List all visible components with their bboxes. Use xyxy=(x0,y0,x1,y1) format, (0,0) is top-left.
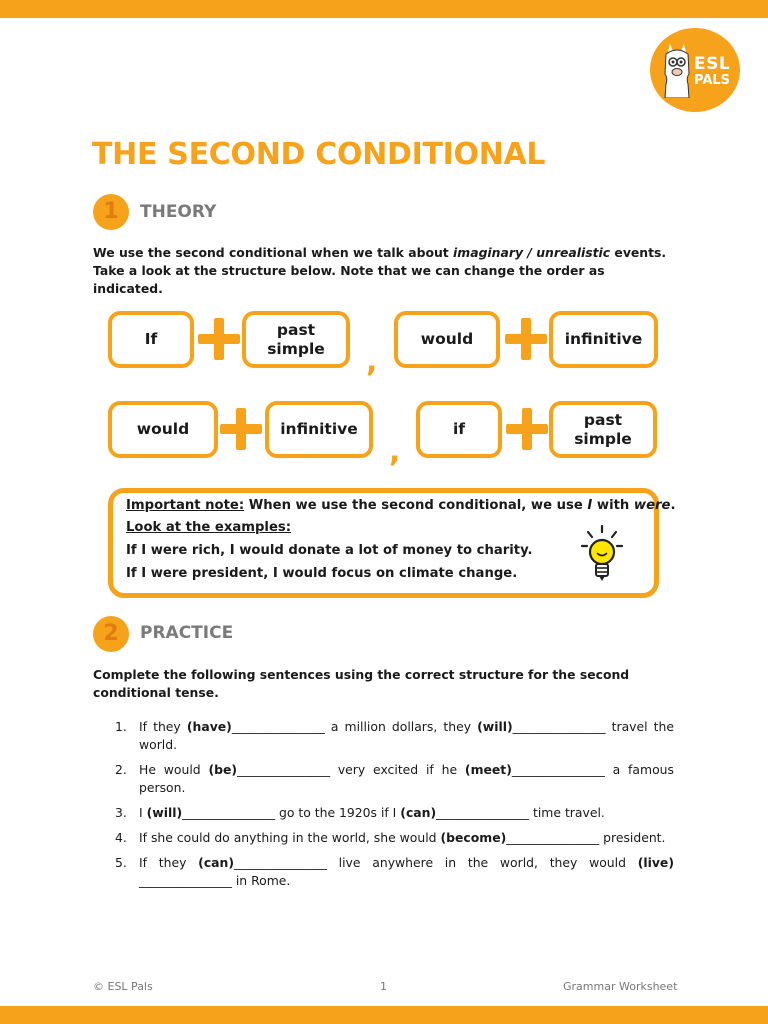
comma-sign: , xyxy=(389,434,401,469)
exercise-item: 1. If they (have)_______________ a million dollars, they (will)_______________ travel the world. xyxy=(115,719,674,752)
llama-icon xyxy=(662,44,692,98)
exercise-item: 2. He would (be)_______________ very excited if he (meet)_______________ a famous person. xyxy=(115,762,674,795)
exercise-item: 3. I (will)_______________ go to the 1920s if I (can)_______________ time travel. xyxy=(115,805,605,820)
top-accent-bar xyxy=(0,0,768,18)
section-heading-practice: PRACTICE xyxy=(140,623,234,643)
section-number-2: 2 xyxy=(93,616,129,652)
structure-box-if: If xyxy=(108,311,194,368)
plus-sign xyxy=(198,318,240,360)
practice-instructions: Complete the following sentences using the correct structure for the second conditional tense. xyxy=(93,667,630,700)
structure-box-would: would xyxy=(108,401,218,458)
exercise-item: 5. If they (can)_______________ live anywhere in the world, they would (live) _______________ in Rome. xyxy=(115,855,675,888)
theory-paragraph: We use the second conditional when we talk about imaginary / unrealistic events. Take a look at the structure below. Note that we can change the order as indicated. xyxy=(93,245,667,296)
page-title: THE SECOND CONDITIONAL xyxy=(92,137,546,172)
lightbulb-icon xyxy=(580,524,624,584)
plus-sign xyxy=(220,408,262,450)
structure-box-past-simple: past simple xyxy=(549,401,657,458)
footer-worksheet-label: Grammar Worksheet xyxy=(563,980,678,993)
structure-box-if: if xyxy=(416,401,502,458)
structure-box-infinitive: infinitive xyxy=(549,311,658,368)
section-heading-theory: THEORY xyxy=(140,202,217,222)
example-sentence-2: If I were president, I would focus on climate change. xyxy=(126,566,518,581)
examples-label: Look at the examples: xyxy=(126,520,292,535)
esl-pals-logo xyxy=(650,28,740,112)
section-number-1: 1 xyxy=(93,194,129,230)
footer-copyright: © ESL Pals xyxy=(93,980,153,993)
structure-box-past-simple: past simple xyxy=(242,311,350,368)
page-number: 1 xyxy=(380,980,387,993)
important-note-text: Important note: When we use the second conditional, we use I with were. xyxy=(126,498,676,513)
exercise-list xyxy=(93,718,674,897)
structure-box-would: would xyxy=(394,311,500,368)
plus-sign xyxy=(506,408,548,450)
example-sentence-1: If I were rich, I would donate a lot of money to charity. xyxy=(126,543,533,558)
bottom-accent-bar xyxy=(0,1006,768,1024)
logo-text-esl: ESL xyxy=(694,54,731,74)
comma-sign: , xyxy=(366,344,378,379)
plus-sign xyxy=(505,318,547,360)
exercise-item: 4. If she could do anything in the world, she would (become)_______________ president. xyxy=(115,830,666,845)
logo-text-pals: PALS xyxy=(694,73,731,88)
structure-box-infinitive: infinitive xyxy=(265,401,373,458)
